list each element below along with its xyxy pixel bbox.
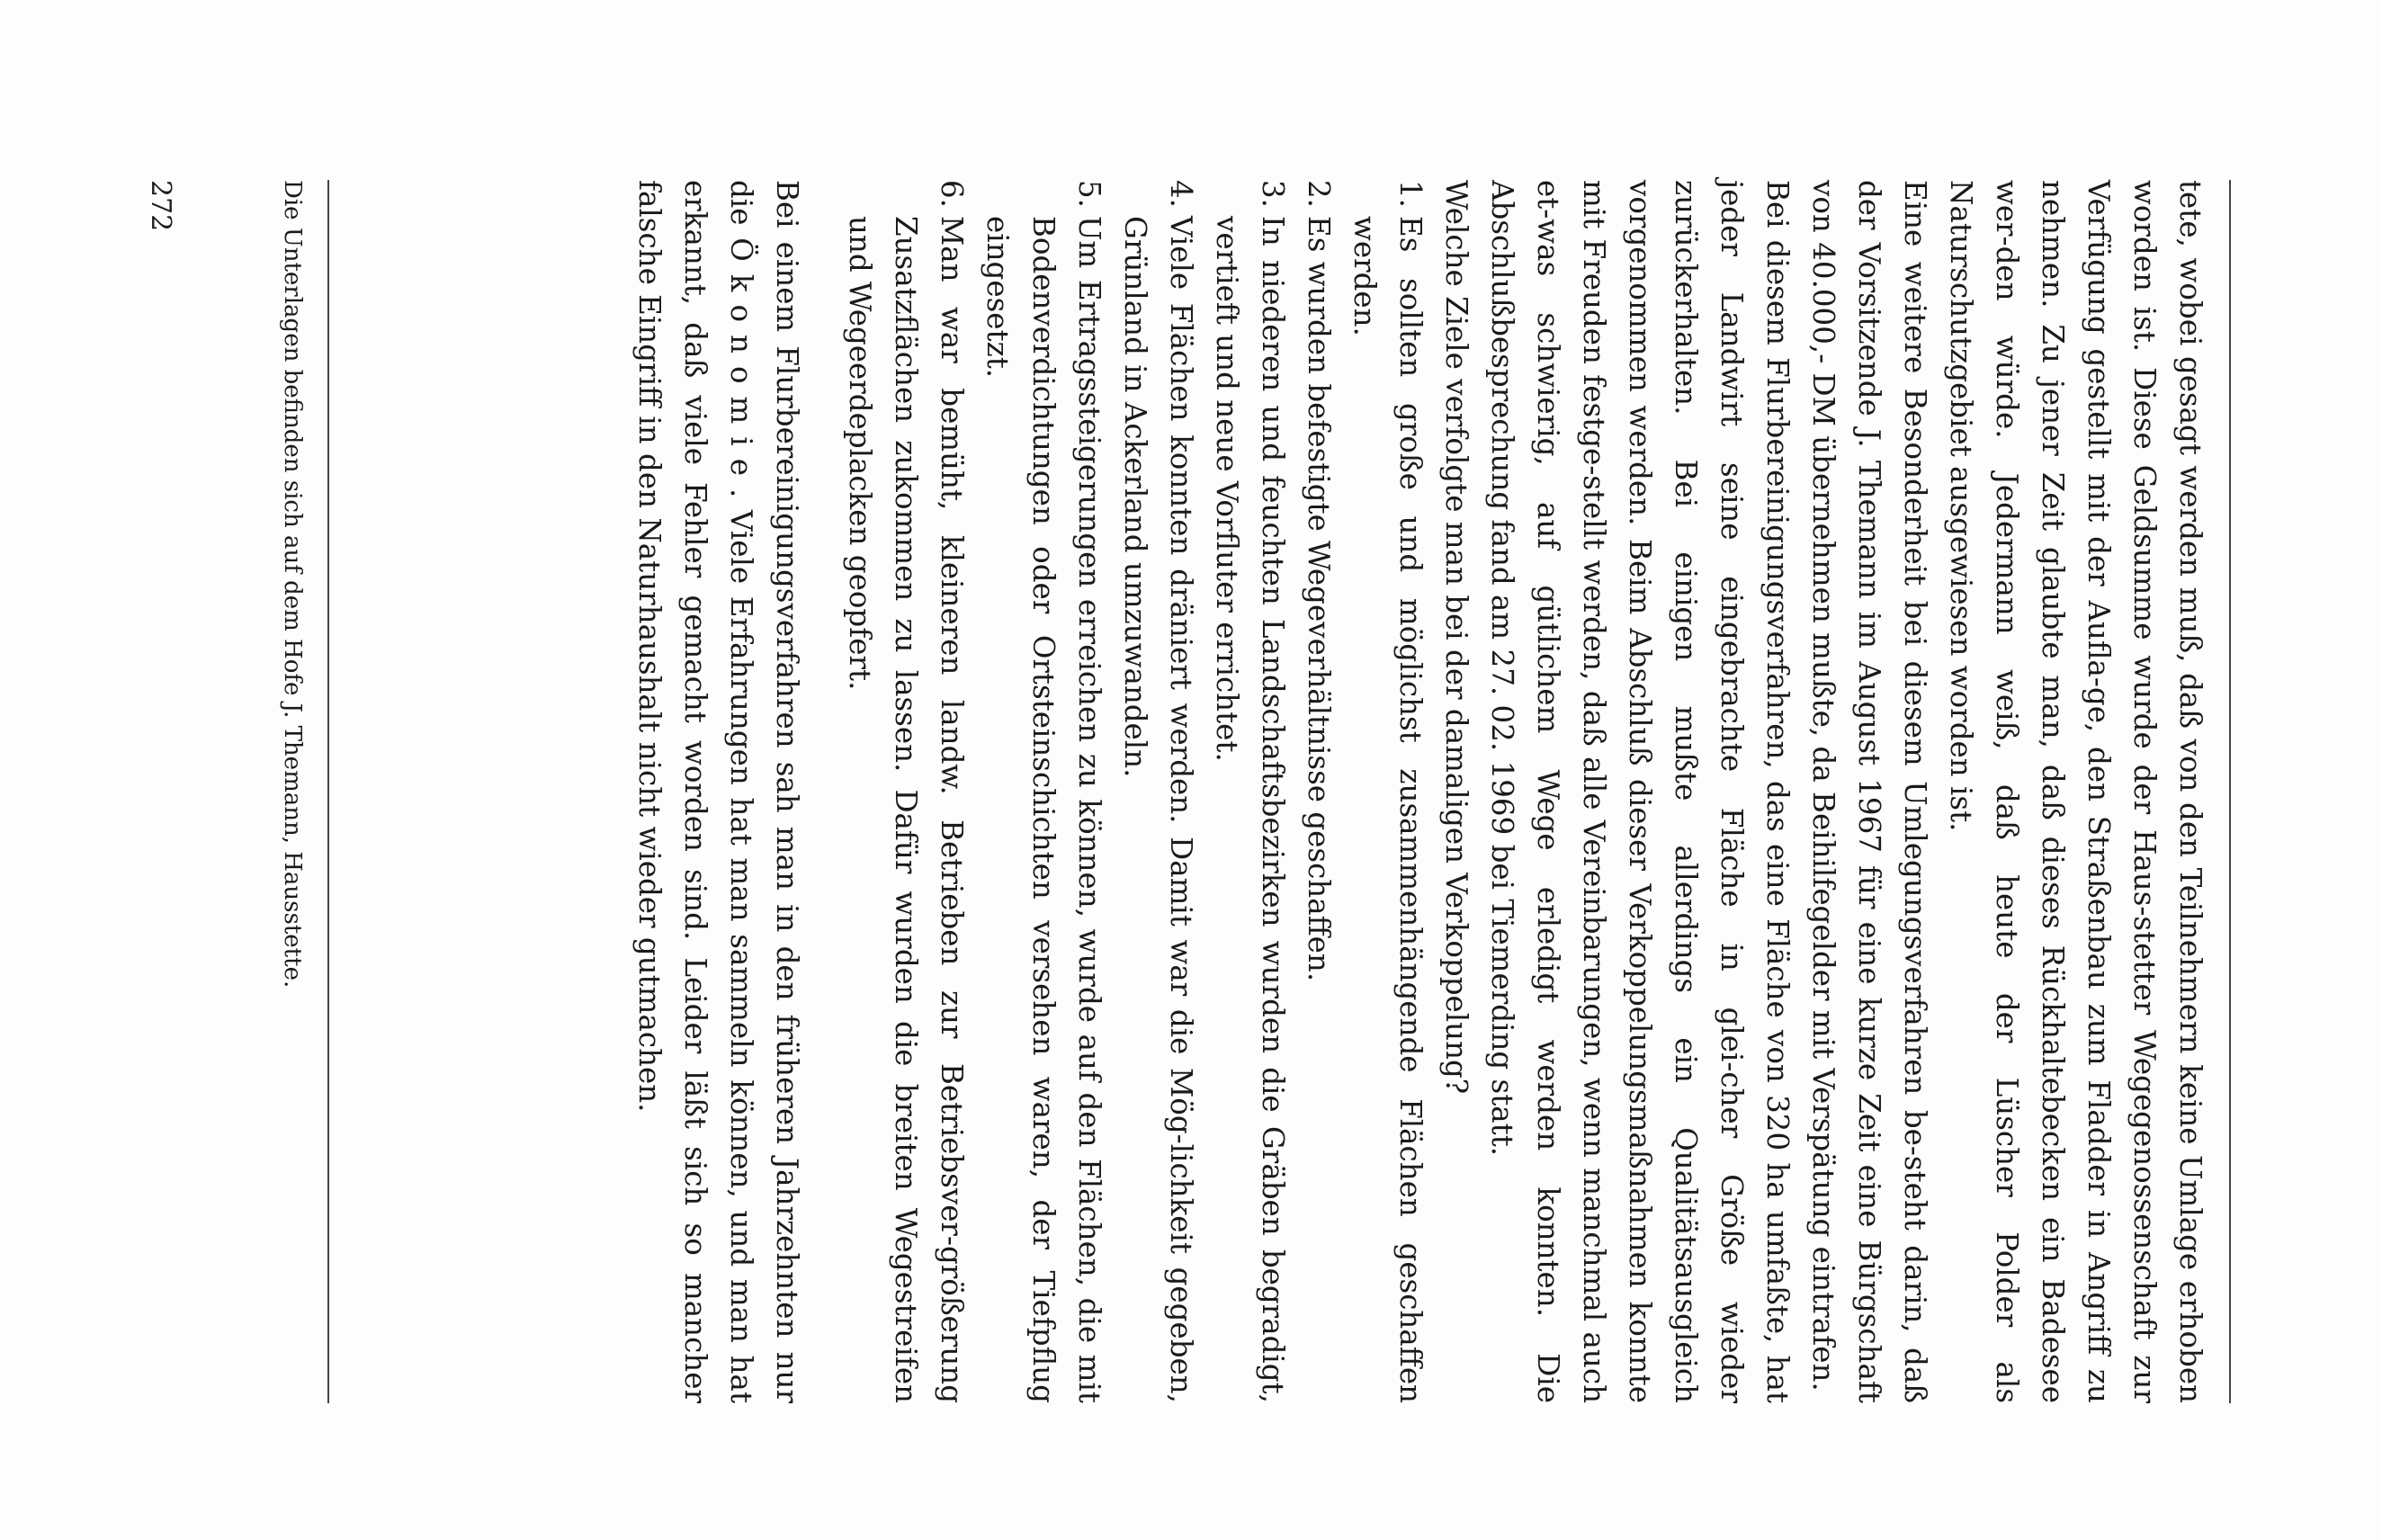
paragraph-question: Welche Ziele verfolgte man bei der damaligen Verkoppelung? (1439, 180, 1473, 1095)
paragraph-conclusion (626, 180, 810, 1403)
footnote: Die Unterlagen befinden sich auf dem Hofe J. Themann, Hausstette. (279, 180, 306, 989)
goals-list (837, 180, 1433, 1403)
list-item-text: Es sollten große und möglichst zusammenhängende Flächen geschaffen werden. (1348, 216, 1428, 1403)
list-item-text: Um Ertragssteigerungen erreichen zu können, wurde auf den Flächen, die mit Bodenverdichtungen oder Ortsteinschichten versehen waren, der Tiefpflug eingesetzt. (981, 216, 1106, 1403)
paragraph-intro: tete, wobei gesagt werden muß, daß von den Teilnehmern keine Umlage erhoben worden ist. Diese Geldsumme wurde der Haus-stetter Wegegenossenschaft zur Verfügung gestellt mit der Aufla-ge, den Straßenbau zum Fladder in Angriff zu nehmen. Zu jener Zeit glaubte man, daß dieses Rückhaltebecken ein Badesee wer-den würde. Jedermann weiß, daß heute der Lüscher Polder als Naturschutzgebiet ausgewiesen worden ist. (1944, 180, 2207, 1403)
list-item-number: 4. (1164, 180, 1198, 209)
list-item-number: 3. (1256, 180, 1290, 209)
emphasized-word: Ökonomie (724, 237, 758, 488)
footnote-rule (327, 180, 329, 1403)
list-item (837, 180, 974, 1403)
list-item (1204, 180, 1295, 1403)
paragraph-flurbereinigung: Bei diesem Flurbereinigungsverfahren, das eine Fläche von 320 ha umfaßte, hat jeder Landwirt seine eingebrachte Fläche in glei-cher Größe wieder zurückerhalten. Bei einigen mußte allerdings ein Qualitätsausgleich vorgenommen werden. Beim Abschluß dieser Verkoppelungsmaßnahmen konnte mit Freuden festge-stellt werden, daß alle Vereinbarungen, wenn manchmal auch et-was schwierig, auf gütlichem Wege erledigt werden konnten. Die Abschlußbesprechung fand am 27. 02. 1969 bei Tiemerding statt. (1485, 180, 1795, 1403)
list-item-text: In niederen und feuchten Landschaftsbezirken wurden die Gräben begradigt, vertieft und neue Vorfluter errichtet. (1210, 216, 1290, 1403)
list-item (1341, 180, 1433, 1403)
list-item-text: Es wurden befestigte Wegeverhältnisse geschaffen. (1302, 216, 1336, 982)
list-item-text: Viele Flächen konnten dräniert werden. Damit war die Mög-lichkeit gegeben, Grünland in Ackerland umzuwandeln. (1118, 216, 1198, 1403)
page-number: 272 (145, 180, 176, 232)
conclusion-text-end: . Viele Erfahrungen hat man sammeln können, und man hat erkannt, daß viele Fehler gemacht worden sind. Leider läßt sich so mancher falsche Eingriff in den Naturhaushalt nicht wieder gutmachen. (632, 180, 758, 1403)
paragraph-buergschaft: Eine weitere Besonderheit bei diesem Umlegungsverfahren be-steht darin, daß der Vorsitzende J. Themann im August 1967 für eine kurze Zeit eine Bürgschaft von 40.000,- DM übernehmen mußte, da Beihilfegelder mit Verspätung eintrafen. (1806, 180, 1932, 1403)
list-item-number: 6. (935, 180, 969, 209)
conclusion-text-start: Bei einem Flurbereinigungsverfahren sah man in den früheren Jahrzehnten nur die (724, 180, 804, 1403)
list-item-number: 2. (1302, 180, 1336, 209)
top-rule (2229, 180, 2231, 1403)
list-item-text: Man war bemüht, kleineren landw. Betrieben zur Betriebsver-größerung Zusatzflächen zukommen zu lassen. Dafür wurden die breiten Wegestreifen und Wegeerdeplacken geopfert. (843, 216, 969, 1403)
body-text (626, 180, 2213, 1403)
list-item-number: 5. (1072, 180, 1106, 209)
list-item (1112, 180, 1204, 1403)
list-item-number: 1. (1393, 180, 1428, 209)
list-item (1295, 180, 1341, 1403)
list-item (974, 180, 1112, 1403)
